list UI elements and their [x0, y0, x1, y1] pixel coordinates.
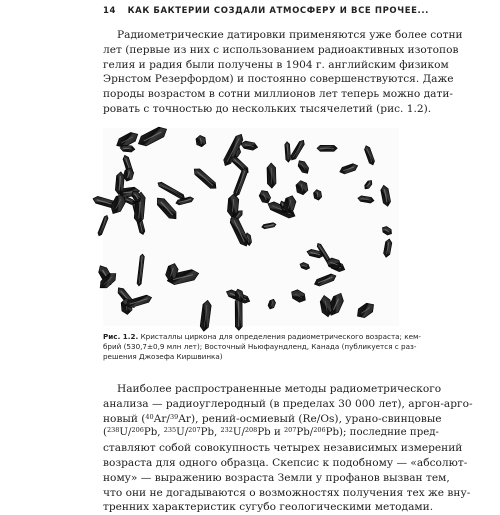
- text-line: анализа — радиоуглеродный (в пределах 30 000 лет), аргон-арго-: [103, 397, 399, 412]
- text-line: породы возрастом в сотни миллионов лет теперь можно дати-: [103, 87, 399, 102]
- text-line: Наиболее распространенные методы радиометрического: [103, 382, 399, 397]
- crystal-grain: [383, 238, 393, 258]
- crystal-grain: [313, 273, 337, 288]
- crystal-grain: [154, 195, 179, 222]
- crystal-grain: [289, 139, 306, 162]
- text-line: лет (первые из них с использованием радиоактивных изотопов: [103, 43, 399, 58]
- caption-label: Рис. 1.2.: [103, 332, 138, 341]
- crystal-grain: [233, 167, 249, 197]
- text-line: что они не догадываются о возможностях получения тех же вну-: [103, 486, 399, 501]
- crystal-grain: [296, 159, 311, 176]
- text-line: ($^{238}$U/$^{206}$Pb, $^{235}$U/$^{207}$Pb, $^{232}$U/$^{208}$Pb и $^{207}$Pb/$^{206}$Pb); последние пред-: [103, 426, 399, 441]
- crystal-grain: [380, 185, 391, 207]
- figure-caption: [103, 332, 399, 363]
- crystal-grain: [317, 145, 337, 151]
- caption-text: брий (530,7±0,9 млн лет); Восточный Ньюфаундленд, Канада (публикуется с раз-: [103, 342, 399, 352]
- crystal-grain: [313, 189, 322, 201]
- text-line: гелия и радия были получены в 1904 г. английским физиком: [103, 58, 399, 73]
- crystal-grain: [261, 222, 276, 229]
- crystal-grain: [289, 288, 308, 305]
- text-line: тренних характеристик сугубо геологическими методами.: [103, 500, 399, 515]
- text-line: ставляют собой совокупность четырех независимых измерений: [103, 441, 399, 456]
- page-number: 14: [103, 6, 116, 16]
- crystal-grain: [354, 300, 376, 320]
- crystal-grain: [267, 163, 276, 188]
- paragraph-methods: [103, 382, 399, 515]
- crystal-grain: [339, 162, 359, 175]
- running-header: [103, 6, 403, 20]
- running-title: КАК БАКТЕРИИ СОЗДАЛИ АТМОСФЕРУ И ВСЕ ПРОЧЕЕ...: [128, 6, 429, 16]
- crystal-grain: [357, 195, 374, 203]
- text-line: Радиометрические датировки применяются уже более сотни: [103, 28, 399, 43]
- caption-text: Кристаллы циркона для определения радиометрического возраста; кем-: [141, 332, 421, 341]
- crystal-grain: [228, 214, 250, 248]
- crystal-grain: [295, 180, 308, 196]
- text-line: Эрнстом Резерфордом) и постоянно совершенствуются. Даже: [103, 72, 399, 87]
- crystal-grain: [381, 225, 394, 237]
- crystal-grain: [267, 298, 276, 310]
- text-line: ровать с точностью до нескольких тысячелетий (рис. 1.2).: [103, 102, 399, 117]
- text-line: новый ($^{40}$Ar/$^{39}$Ar), рений-осмиевый (Re/Os), урано-свинцовые: [103, 412, 399, 427]
- caption-text: решения Джозефа Киршвинка): [103, 352, 399, 362]
- crystal-grain: [137, 254, 145, 286]
- paragraph-radiometric-dating: [103, 28, 399, 117]
- crystal-grain: [258, 188, 273, 205]
- crystal-grain: [192, 166, 219, 191]
- crystal-grain: [363, 145, 375, 166]
- crystal-grain: [240, 140, 258, 151]
- crystal-grain: [363, 179, 373, 191]
- crystal-grain: [235, 297, 242, 330]
- crystal-grain: [299, 262, 311, 271]
- crystal-grain: [196, 135, 207, 148]
- crystal-grain: [97, 215, 109, 237]
- crystal-grain: [136, 124, 169, 148]
- text-line: возраста для одного образца. Скепсис к подобному — «абсолют-: [103, 456, 399, 471]
- crystal-grain: [285, 142, 291, 163]
- zircon-crystals-photo: [103, 128, 399, 326]
- crystal-grain: [200, 300, 212, 332]
- crystal-grain: [157, 181, 186, 200]
- zircon-crystals-image: [103, 128, 399, 326]
- text-line: ному» — выражению возраста Земли у профанов вызван тем,: [103, 471, 399, 486]
